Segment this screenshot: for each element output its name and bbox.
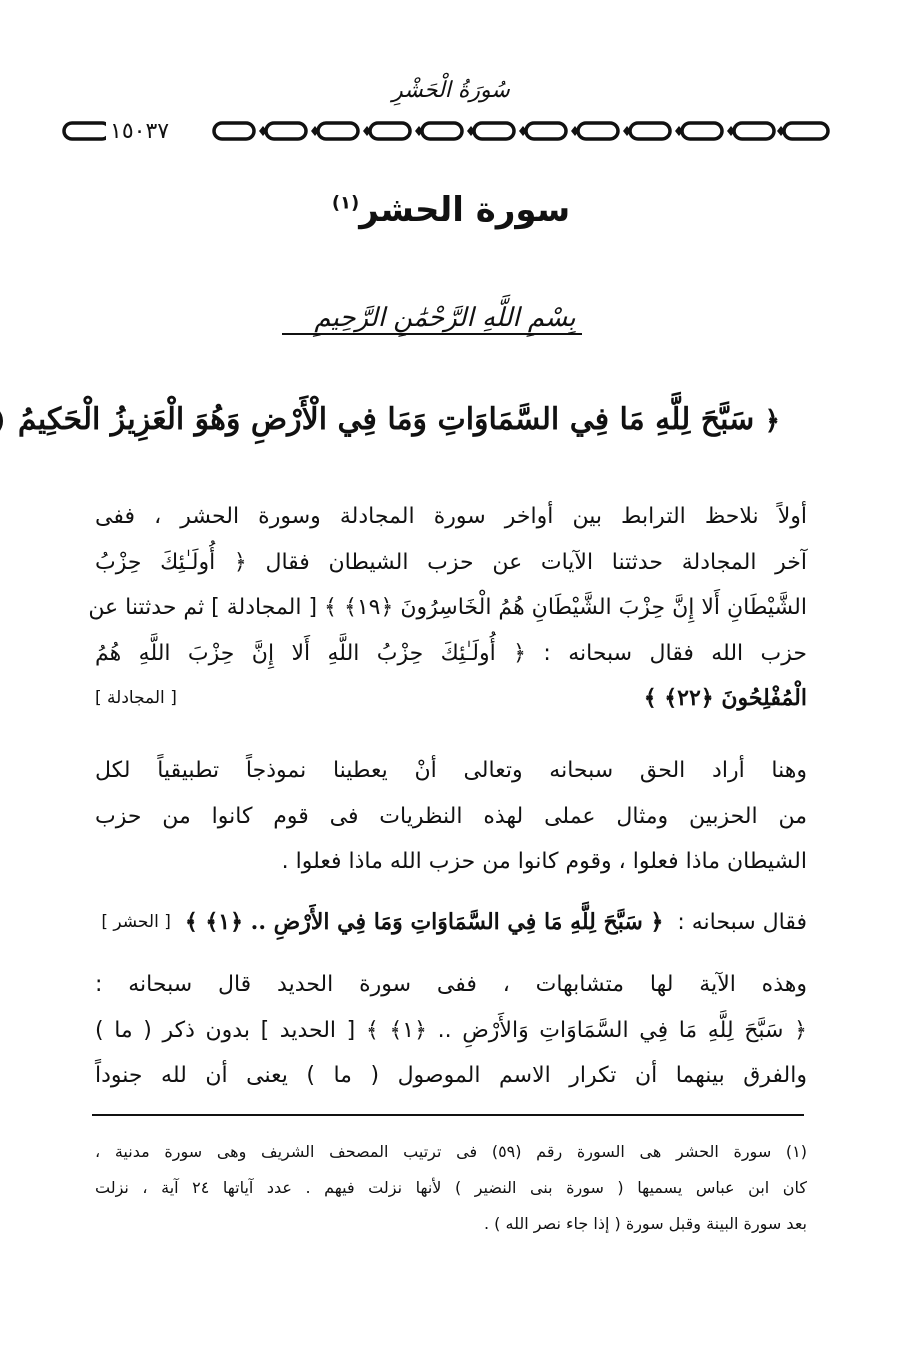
text-line: وهنا أراد الحق سبحانه وتعالى أنْ يعطينا نموذجاً تطبيقياً لكل [95,758,807,783]
footnote-line: كان ابن عباس يسميها ( سورة بنى النضير ) لأنها نزلت فيهم . عدد آياتها ٢٤ آية ، نزلت [95,1178,807,1197]
footnote-line: بعد سورة البينة وقبل سورة ( إذا جاء نصر الله ) . [483,1214,807,1233]
ayah-number-marker [0,404,3,438]
surah-title-text: سورة الحشر [359,190,571,230]
quran-quote: ﴿ سَبَّحَ لِلَّهِ مَا فِي السَّمَاوَاتِ وَمَا فِي الأَرْضِ .. ﴿١﴾ ﴾ [184,909,664,935]
footnotes [95,1134,807,1242]
paragraph-1 [88,494,807,722]
text-line: أولاً نلاحظ الترابط بين أواخر سورة المجادلة وسورة الحشر ، ففى [95,504,807,529]
text-line: وهذه الآية لها متشابهات ، ففى سورة الحديد قال سبحانه : [95,972,807,997]
text-line: والفرق بينهما أن تكرار الاسم الموصول ( ما ) يعنى أن لله جنوداً [95,1063,807,1088]
text-line: من الحزبين ومثال عملى لهذه النظريات فى قوم كانوا من حزب [95,803,807,829]
surah-reference: [ المجادلة ] [95,688,177,708]
basmala-underline [282,333,582,335]
text-line: الشيطان ماذا فعلوا ، وقوم كانوا من حزب الله ماذا فعلوا . [281,849,807,874]
opening-verse-text: سَبَّحَ لِلَّهِ مَا فِي السَّمَاوَاتِ وَمَا فِي الْأَرْضِ وَهُوَ الْعَزِيزُ الْحَكِيمُ [17,402,755,437]
text-line: ﴿ سَبَّحَ لِلَّهِ مَا فِي السَّمَاوَاتِ وَالأَرْضِ .. ﴿١﴾ ﴾ [ الحديد ] بدون ذكر ( ما ) [95,1017,807,1043]
text-line: حزب الله فقال سبحانه : ﴿ أُولَـٰئِكَ حِزْبُ اللَّهِ أَلا إِنَّ حِزْبَ اللَّهِ هُمُ [95,640,807,666]
basmala: بِسْمِ اللَّهِ الرَّحْمَٰنِ الرَّحِيمِ [314,303,576,333]
chain-border-ornament [62,118,832,144]
text-line: الشَّيْطَانِ أَلا إِنَّ حِزْبَ الشَّيْطَانِ هُمُ الْخَاسِرُونَ ﴿١٩﴾ ﴾ [ المجادلة ] ثم حدثتنا عن [88,595,807,620]
quran-quote: الْمُفْلِحُونَ ﴿٢٢﴾ ﴾ [643,685,807,711]
lead-text: فقال سبحانه : [677,910,807,935]
surah-title [0,190,902,230]
page-number: ١٥٠٣٧ [106,119,173,144]
surah-reference: [ الحشر ] [101,912,171,932]
paragraph-4 [95,962,807,1099]
running-header: سُورَةُ الْحَشْرِ [392,78,510,103]
footnote-divider [92,1114,804,1116]
text-line: آخر المجادلة حدثتنا الآيات عن حزب الشيطان فقال ﴿ أُولَـٰئِكَ حِزْبُ [95,549,807,575]
paragraph-3 [95,900,807,946]
footnote-line: (١) سورة الحشر هى السورة رقم (٥٩) فى ترتيب المصحف الشريف وهى سورة مدنية ، [95,1142,808,1161]
footnote-marker: (١) [331,192,360,214]
text-line-last [95,676,807,722]
paragraph-2 [95,748,807,885]
verse-open-bracket: ﴿ [764,406,780,436]
opening-verse [17,402,780,438]
